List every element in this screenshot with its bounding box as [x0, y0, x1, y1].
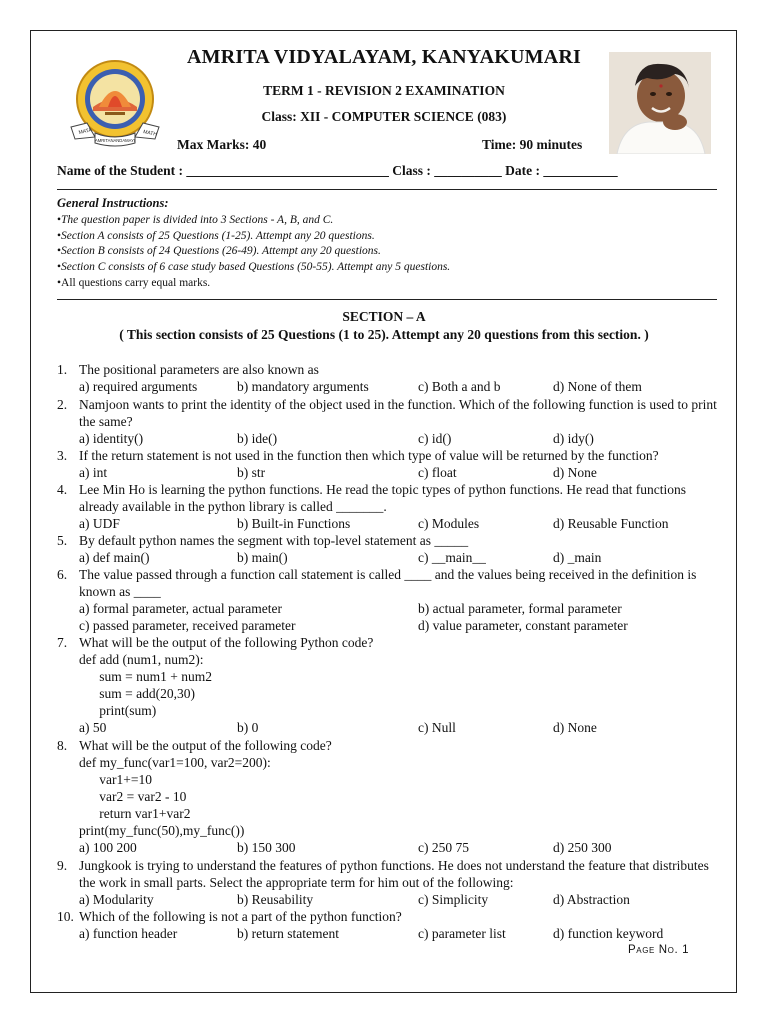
option-b: b) 0	[237, 720, 259, 735]
question-text: Jungkook is trying to understand the features of python functions. He does not understand the feature that distributes the work in small parts. Select the appropriate term for him out of the following:	[79, 858, 709, 890]
question-text: Lee Min Ho is learning the python functions. He read the topic types of python functions. He read that functions already available in the python library is called _______.	[79, 482, 686, 514]
option-c: c) passed parameter, received parameter	[79, 618, 296, 633]
instruction-item: • All questions carry equal marks.	[57, 276, 450, 292]
option-a: a) formal parameter, actual parameter	[79, 601, 282, 616]
option-c: c) Simplicity	[418, 892, 489, 907]
options-row	[79, 378, 717, 395]
code-line: var1+=10	[79, 772, 152, 787]
question-number: 1.	[57, 362, 68, 377]
option-b: b) actual parameter, formal parameter	[418, 601, 622, 616]
options-row	[79, 430, 717, 447]
option-d: d) None	[553, 465, 597, 480]
section-title: SECTION – A	[342, 309, 426, 324]
option-d: d) None	[553, 720, 597, 735]
instructions-title: General Instructions:	[57, 196, 169, 210]
options-row	[79, 925, 717, 942]
option-d: d) idy()	[553, 431, 594, 446]
options-row	[79, 617, 717, 634]
options-row	[79, 891, 717, 908]
options-row	[79, 515, 717, 532]
instruction-item: • Section B consists of 24 Questions (26-49). Attempt any 20 questions.	[57, 244, 450, 260]
exam-time: Time: 90 minutes	[482, 137, 583, 152]
options-row	[79, 464, 717, 481]
option-a: a) 100 200	[79, 840, 137, 855]
option-c: c) id()	[418, 431, 452, 446]
option-a: a) UDF	[79, 516, 120, 531]
question-2	[57, 396, 717, 447]
class-subject: Class: XII - COMPUTER SCIENCE (083)	[261, 109, 507, 124]
code-line: print(my_func(50),my_func())	[79, 823, 245, 838]
question-number: 5.	[57, 533, 68, 548]
question-number: 2.	[57, 397, 68, 412]
option-b: b) return statement	[237, 926, 339, 941]
question-4	[57, 481, 717, 532]
question-1	[57, 361, 717, 395]
question-7	[57, 634, 717, 736]
question-text: The positional parameters are also known as	[79, 362, 319, 377]
options-row	[79, 549, 717, 566]
option-c: c) 250 75	[418, 840, 469, 855]
divider	[57, 189, 717, 190]
question-3	[57, 447, 717, 481]
option-a: a) Modularity	[79, 892, 154, 907]
option-d: d) value parameter, constant parameter	[418, 618, 628, 633]
question-number: 3.	[57, 448, 68, 463]
option-b: b) main()	[237, 550, 288, 565]
question-10	[57, 908, 717, 942]
option-a: a) def main()	[79, 550, 150, 565]
option-d: d) None of them	[553, 379, 642, 394]
option-a: a) int	[79, 465, 108, 480]
question-9	[57, 857, 717, 908]
question-number: 7.	[57, 635, 68, 650]
code-line: return var1+var2	[79, 806, 191, 821]
option-c: c) Both a and b	[418, 379, 501, 394]
page-number: Page No. 1	[628, 944, 690, 956]
option-a: a) identity()	[79, 431, 144, 446]
instruction-item: • The question paper is divided into 3 Sections - A, B, and C.	[57, 213, 450, 229]
code-line: def add (num1, num2):	[79, 652, 204, 667]
option-c: c) __main__	[418, 550, 486, 565]
school-logo	[65, 55, 165, 155]
question-number: 6.	[57, 567, 68, 582]
question-text: What will be the output of the following Python code?	[79, 635, 374, 650]
options-row	[79, 600, 717, 617]
option-d: d) _main	[553, 550, 602, 565]
question-text: What will be the output of the following code?	[79, 738, 332, 753]
instructions-list	[57, 213, 450, 292]
question-number: 10.	[57, 909, 74, 924]
question-6	[57, 566, 717, 634]
section-subtitle: ( This section consists of 25 Questions (1 to 25). Attempt any 20 questions from this section. )	[119, 327, 649, 342]
question-5	[57, 532, 717, 566]
option-c: c) parameter list	[418, 926, 506, 941]
option-d: d) 250 300	[553, 840, 612, 855]
logo-ribbon-right: MATH	[142, 129, 158, 138]
code-line: sum = add(20,30)	[79, 686, 195, 701]
option-c: c) float	[418, 465, 457, 480]
question-8	[57, 737, 717, 856]
options-row	[79, 839, 717, 856]
option-c: c) Null	[418, 720, 456, 735]
code-line: print(sum)	[79, 703, 157, 718]
question-text: If the return statement is not used in the function then which type of value will be returned by the function?	[79, 448, 659, 463]
instruction-item: • Section A consists of 25 Questions (1-25). Attempt any 20 questions.	[57, 229, 450, 245]
option-b: b) 150 300	[237, 840, 296, 855]
option-d: d) function keyword	[553, 926, 664, 941]
logo-ribbon-center: AMRITANANDAMAYI	[94, 138, 136, 143]
option-b: b) mandatory arguments	[237, 379, 369, 394]
question-number: 9.	[57, 858, 68, 873]
option-d: d) Reusable Function	[553, 516, 669, 531]
question-text: By default python names the segment with top-level statement as _____	[79, 533, 469, 548]
code-line: var2 = var2 - 10	[79, 789, 187, 804]
logo-ribbon-left: MATA	[78, 127, 93, 136]
question-number: 4.	[57, 482, 68, 497]
exam-title: TERM 1 - REVISION 2 EXAMINATION	[263, 83, 505, 98]
option-a: a) function header	[79, 926, 178, 941]
option-b: b) str	[237, 465, 266, 480]
option-a: a) 50	[79, 720, 107, 735]
question-text: Which of the following is not a part of the python function?	[79, 909, 402, 924]
instruction-item: • Section C consists of 6 case study based Questions (50-55). Attempt any 5 questions.	[57, 260, 450, 276]
max-marks: Max Marks: 40	[177, 137, 267, 152]
code-line: def my_func(var1=100, var2=200):	[79, 755, 271, 770]
option-d: d) Abstraction	[553, 892, 630, 907]
option-b: b) ide()	[237, 431, 278, 446]
options-row	[79, 719, 717, 736]
question-number: 8.	[57, 738, 68, 753]
option-b: b) Built-in Functions	[237, 516, 351, 531]
option-a: a) required arguments	[79, 379, 198, 394]
question-text: Namjoon wants to print the identity of the object used in the function. Which of the following function is used to print the same?	[79, 397, 717, 429]
option-b: b) Reusability	[237, 892, 314, 907]
question-text: The value passed through a function call statement is called ____ and the values being received in the definition is known as ____	[79, 567, 697, 599]
student-details-line: Name of the Student : ______________________________ Class : __________ Date : ___________	[57, 163, 618, 178]
option-c: c) Modules	[418, 516, 480, 531]
code-line: sum = num1 + num2	[79, 669, 212, 684]
divider	[57, 299, 717, 300]
school-name: AMRITA VIDYALAYAM, KANYAKUMARI	[186, 46, 582, 68]
